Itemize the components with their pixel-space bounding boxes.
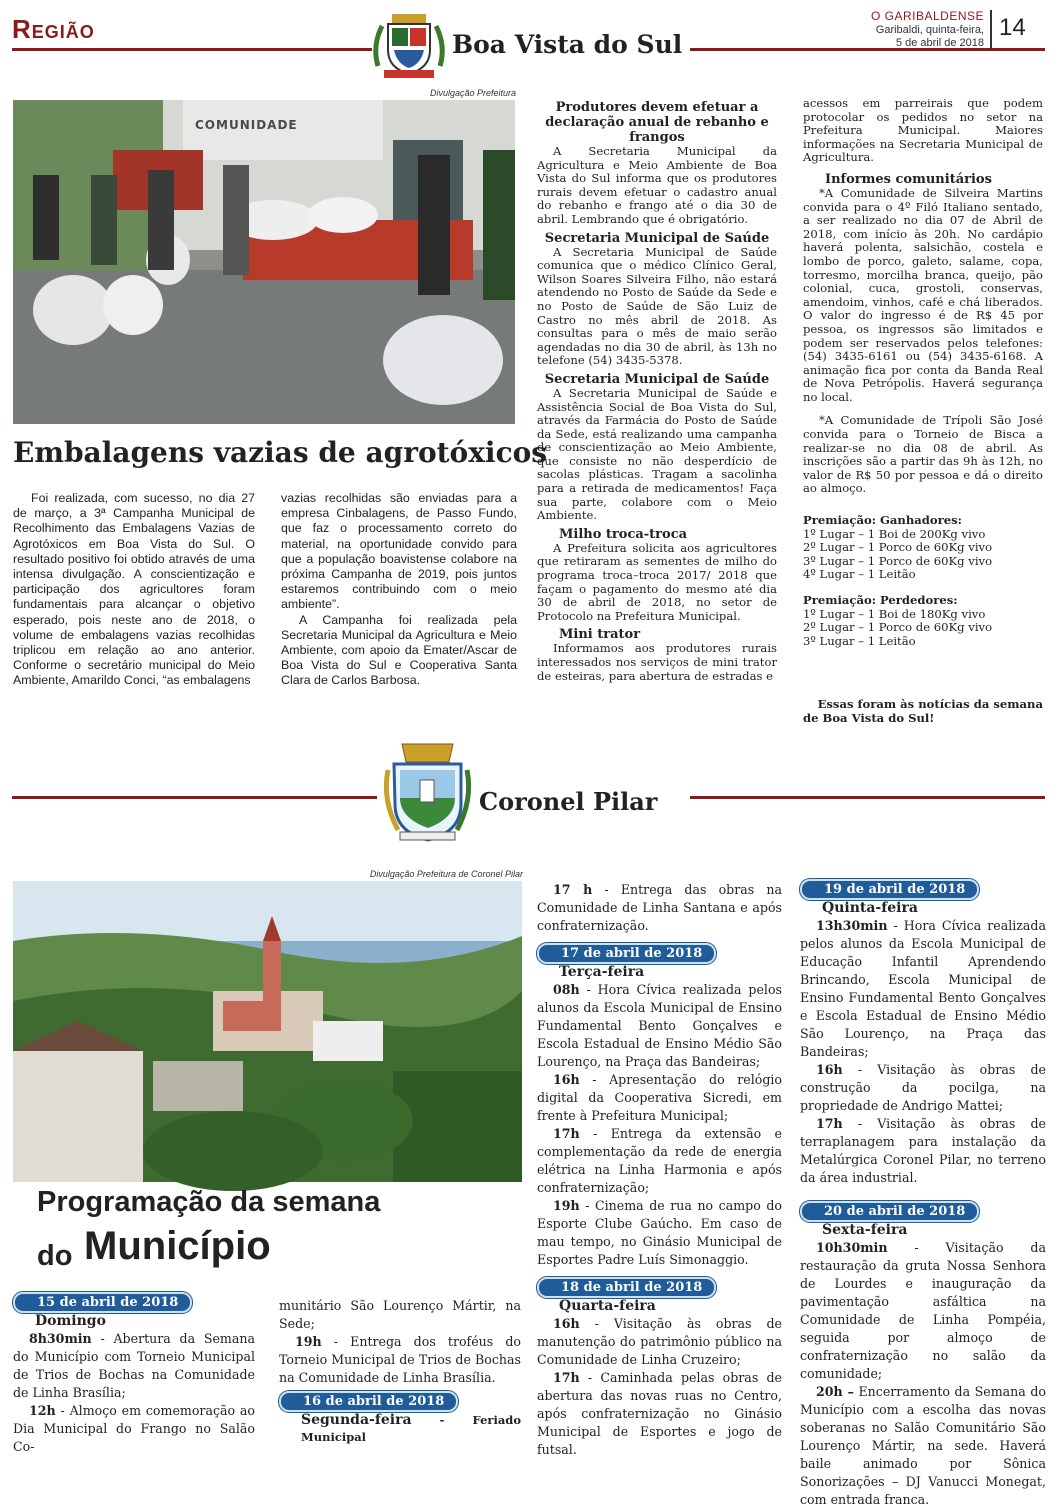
event-text: - Apresentação do relógio digital da Cooperativa Sicredi, em frente à Prefeitura Municipal; xyxy=(537,1072,782,1123)
event-text: - Almoço em comemoração ao Dia Municipal do Frango no Salão Co- xyxy=(13,1403,255,1454)
closing-note: Essas foram às notícias da semana de Boa Vista do Sul! xyxy=(803,697,1043,725)
schedule-col-d xyxy=(800,879,1046,1509)
time-label: 16h xyxy=(816,1062,843,1077)
heading-community: Informes comunitários xyxy=(825,171,992,187)
losers-title: Premiação: Perdedores: xyxy=(803,593,958,607)
time-label: 17 h xyxy=(553,882,593,897)
section-title: Região xyxy=(12,14,95,44)
winner-item: 1º Lugar – 1 Boi de 200Kg vivo xyxy=(803,526,986,541)
article-col-2 xyxy=(281,491,517,689)
winner-item: 3º Lugar – 1 Porco de 60Kg vivo xyxy=(803,553,993,568)
heading-health-2: Secretaria Municipal de Saúde xyxy=(544,371,770,387)
event-text: - Entrega dos troféus do Torneio Municipal de Trios de Bochas na Comunidade de Linha Brasília. xyxy=(279,1334,521,1385)
event-text: Encerramento da Semana do Município com a escolha das novas soberanas no Salão Comunitário São Lourenço Mártir, na sede. Haverá baile animado por Sônica Sonorizações – DJ Vanucci Monegat, com entrada franca. xyxy=(800,1384,1046,1507)
time-label: 19h xyxy=(553,1198,580,1213)
time-label: 08h xyxy=(553,982,580,997)
paper-name: O GARIBALDENSE xyxy=(870,9,984,23)
event-text: - Hora Cívica realizada pelos alunos da Escola Municipal de Educação Infantil Aprendendo Brincando, Escola Municipal de Ensino Fundamental Bento Gonçalves e Escola Estadual de Ensino Médio São Lourenço, na Praça das Bandeiras; xyxy=(800,918,1046,1059)
time-label: 16h xyxy=(553,1316,580,1331)
text-corn: A Prefeitura solicita aos agricultores que retiraram as sementes de milho do programa troca–troca 2017/ 2018 que façam o pagamento do mesmo até dia 30 de abril de 2018, no setor de Protocolo na Prefeitura Municipal. xyxy=(537,540,777,623)
news-column-3 xyxy=(537,100,777,683)
schedule-col-a xyxy=(13,1292,255,1456)
event-text: - Cinema de rua no campo do Esporte Clube Gaúcho. Em caso de mau tempo, no Ginásio Municipal de Esportes Padre Luís Simonaggio. xyxy=(537,1198,782,1267)
time-label: 12h xyxy=(29,1403,56,1418)
municipal-crest-icon xyxy=(368,6,450,88)
time-label: 10h30min xyxy=(816,1240,888,1255)
holiday-note: - Feriado Municipal xyxy=(301,1413,521,1444)
date-line-2: 5 de abril de 2018 xyxy=(895,37,984,49)
article-col-1: Foi realizada, com sucesso, no dia 27 de março, a 3ª Campanha Municipal de Recolhimento das Embalagens Vazias de Agrotóxicos em Boa Vista do Sul. O resultado positivo foi obtido através de uma intensa divulgação. A conscientização e participação dos agricultores foram fundamentais para alcançar o objetivo esperado, pois neste ano de 2018, o volume de embalagens vazias recolhidas triplicou em relação ao ano anterior. Conforme o secretário municipal do Meio Ambiente, Amarildo Conci, “as embalagens xyxy=(13,491,255,688)
winners-title: Premiação: Ganhadores: xyxy=(803,513,962,528)
date-pill-20: 20 de abril de 2018 xyxy=(800,1201,979,1222)
event-text: - Visitação da restauração da gruta Nossa Senhora de Lourdes e inauguração da pavimentação asfáltica na Comunidade de Linha Pompéia, seguida por almoço de confraternização no salão da comunidade; xyxy=(800,1240,1046,1381)
building-sign: COMUNIDADE xyxy=(195,118,298,132)
winner-item: 4º Lugar – 1 Leitão xyxy=(803,567,916,582)
weekday-19: Quinta-feira xyxy=(822,900,918,916)
time-label: 16h xyxy=(553,1072,580,1087)
schedule-col-b xyxy=(279,1297,521,1446)
time-label: 17h xyxy=(553,1126,580,1141)
article-headline: Embalagens vazias de agrotóxicos xyxy=(13,436,548,469)
time-label: 17h xyxy=(553,1370,580,1385)
weekday-15: Domingo xyxy=(35,1313,106,1329)
coronel-pilar-crest-icon xyxy=(380,740,475,850)
weekday-17: Terça-feira xyxy=(559,964,645,980)
photo-town-view xyxy=(13,881,522,1182)
date-pill-19: 19 de abril de 2018 xyxy=(800,879,979,900)
event-text: - Entrega das obras na Comunidade de Linha Santana e após confraternização. xyxy=(537,882,782,933)
event-text: - Entrega da extensão e complementação da rede de energia elétrica na Linha Harmonia e após confraternização; xyxy=(537,1126,782,1195)
text-tractor-cont: acessos em parreirais que podem protocolar os pedidos no setor na Prefeitura Municipal. Maiores informações na Secretaria Municipal de Agricultura. xyxy=(803,96,1043,165)
city-title-2: Coronel Pilar xyxy=(479,787,658,816)
photo-collection-event xyxy=(13,100,515,424)
loser-item: 2º Lugar – 1 Porco de 60Kg vivo xyxy=(803,620,993,635)
weekday-18: Quarta-feira xyxy=(559,1298,656,1314)
event-text: - Hora Cívica realizada pelos alunos da Escola Municipal de Ensino Fundamental Bento Gonçalves e Escola Estadual de Ensino Médio São Lourenço, na Praça das Bandeiras; xyxy=(537,982,782,1069)
date-pill-17: 17 de abril de 2018 xyxy=(537,943,716,964)
date-line-1: Garibaldi, quinta-feira, xyxy=(875,24,984,36)
text-health-2: A Secretaria Municipal de Saúde e Assistência Social de Boa Vista do Sul, através da Farmácia do Posto de Saúde da Sede, está realizando uma campanha de conscientização ao Meio Ambiente, que consiste no não desperdício de sacolas plásticas. Tragam a sacolinha para a retirada de medicamentos! Faça sua parte, colabore com o Meio Ambiente. xyxy=(537,385,777,523)
event-text: - Visitação às obras de construção da pocilga, na propriedade de Andrigo Mattei; xyxy=(800,1062,1046,1113)
loser-item: 3º Lugar – 1 Leitão xyxy=(803,633,916,648)
time-label: 19h xyxy=(295,1334,322,1349)
text-mini-tractor: Informamos aos produtores rurais interessados nos serviços de mini trator de esteiras, para abertura de estradas e xyxy=(537,641,777,683)
event-text: - Abertura da Semana do Município com Torneio Municipal de Trios de Bochas na Comunidade de Linha Brasília; xyxy=(13,1331,255,1400)
winner-item: 2º Lugar – 1 Porco de 60Kg vivo xyxy=(803,540,993,555)
heading-mini-tractor: Mini trator xyxy=(559,627,641,643)
weekday-20: Sexta-feira xyxy=(822,1222,908,1238)
article-col-2-para-2: A Campanha foi realizada pela Secretaria Municipal da Agricultura e Meio Ambiente, com apoio da Emater/Ascar de Boa Vista do Sul e Cooperativa Santa Clara de Carlos Barbosa. xyxy=(281,612,517,688)
text-community-1: *A Comunidade de Silveira Martins convida para o 4º Filó Italiano sentado, a ser realizado no dia 07 de Abril de 2018, com início às 20h. No cardápio haverá polenta, salsichão, costela e lombo de porco, galeto, salame, copa, torresmo, morcilha branca, queijo, pão colonial, cuca, grostoli, conservas, amendoim, vinhos, café e chá liberados. O valor do ingresso é de R$ 45 por pessoa, os ingressos são limitados e podem ser reservados pelos telefones: (54) 3435-6161 ou (54) 3435-6168. A animação fica por conta da Banda Real de Nova Petrópolis. Haverá segurança no local. xyxy=(803,185,1043,404)
text-community-2: *A Comunidade de Trípoli São José convida para o Torneio de Bisca a realizar-se no dia 08 de abril. As inscrições são a partir das 9h às 12h, no valor de R$ 50 por pessoa e dá o direito ao almoço. xyxy=(803,413,1043,496)
date-pill-16: 16 de abril de 2018 xyxy=(279,1391,458,1412)
winners-list xyxy=(803,514,1043,582)
event-text: - Caminhada pelas obras de abertura das novas ruas no Centro, após confraternização no Ginásio Municipal de Esportes e jogo de futsal. xyxy=(537,1370,782,1457)
losers-list xyxy=(803,594,1043,648)
time-label: 8h30min xyxy=(29,1331,92,1346)
date-pill-18: 18 de abril de 2018 xyxy=(537,1277,716,1298)
time-label: 17h xyxy=(816,1116,843,1131)
loser-item: 1º Lugar – 1 Boi de 180Kg vivo xyxy=(803,606,986,621)
program-title-line-1: Programação da semana xyxy=(37,1186,381,1218)
photo-credit-2: Divulgação Prefeitura de Coronel Pilar xyxy=(369,869,523,879)
date-pill-15: 15 de abril de 2018 xyxy=(13,1292,192,1313)
heading-producers: Produtores devem efetuar a declaração anual de rebanho e frangos xyxy=(545,100,769,145)
photo-credit: Divulgação Prefeitura xyxy=(429,88,516,98)
program-title-do: do xyxy=(37,1240,73,1272)
text-health-1: A Secretaria Municipal de Saúde comunica que o médico Clínico Geral, Wilson Soares Silveira Filho, não estará atendendo no Posto de Saúde da Sede e no Posto de Saúde de São Luiz de Castro no mês abril de 2018. As consultas para o mês de maio serão agendadas no dia 30 de abril, às 13h no telefone (54) 3435-5378. xyxy=(537,244,777,368)
time-label: 20h – xyxy=(816,1384,854,1399)
time-label: 13h30min xyxy=(816,918,888,933)
program-title-big: Município xyxy=(84,1224,271,1268)
city-title: Boa Vista do Sul xyxy=(452,30,683,59)
page-number: 14 xyxy=(999,14,1026,41)
event-text: - Visitação às obras de terraplanagem para instalação da Metalúrgica Coronel Pilar, no terreno da área industrial. xyxy=(800,1116,1046,1185)
article-col-2-para-1: vazias recolhidas são enviadas para a empresa Cinbalagens, de Passo Fundo, que faz o processamento correto do material, na oportunidade convido para que a população boavistense colabore na próxima Campanha de 2019, pois juntos estaremos contribuindo com o meio ambiente”. xyxy=(281,491,517,612)
heading-corn: Milho troca-troca xyxy=(559,526,688,542)
heading-health-1: Secretaria Municipal de Saúde xyxy=(544,230,770,246)
text-producers: A Secretaria Municipal da Agricultura e Meio Ambiente de Boa Vista do Sul informa que os produtores rurais devem efetuar o cadastro anual do rebanho e frango até o dia 30 de abril. Lembrando que é obrigatório. xyxy=(537,144,777,226)
event-text: - Visitação às obras de manutenção do patrimônio público na Comunidade de Linha Cruzeiro; xyxy=(537,1316,782,1367)
schedule-col-c xyxy=(537,881,782,1459)
news-column-4 xyxy=(803,97,1043,726)
event-text: munitário São Lourenço Mártir, na Sede; xyxy=(279,1298,521,1331)
weekday-16: Segunda-feira - Feriado Municipal xyxy=(301,1412,521,1444)
